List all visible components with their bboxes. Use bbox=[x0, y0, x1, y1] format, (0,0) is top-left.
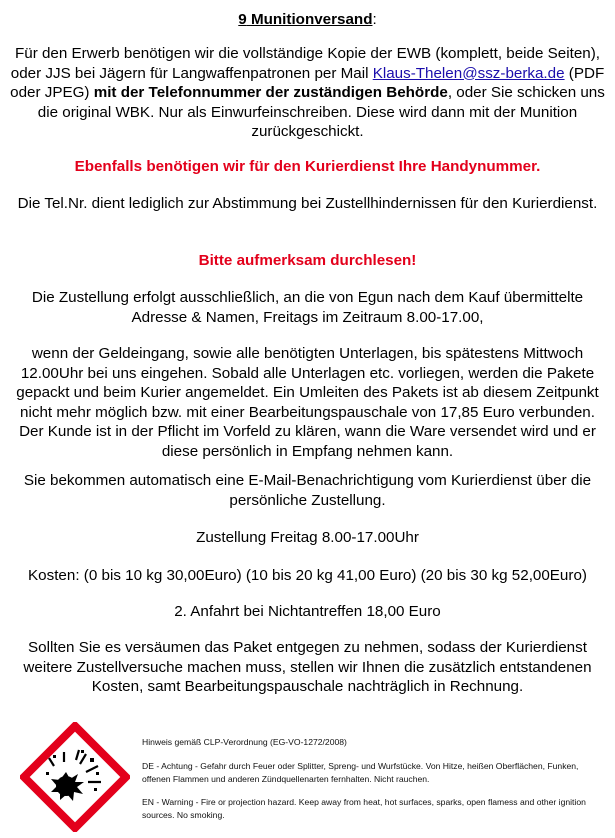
phone-notice: Ebenfalls benötigen wir für den Kurierdienst Ihre Handynummer. bbox=[74, 158, 541, 175]
delivery-paragraph-2: wenn der Geldeingang, sowie alle benötigten Unterlagen, bis spätestens Mittwoch 12.00Uhr bei uns eingehen. Sobald alle Unterlagen etc. vorliegen, werden die Pakete gepackt und beim Kurier angemeldet. Ein Umleiten des Pakets ist ab diesem Zeitpunkt nicht mehr möglich bzw. mit einer Bearbeitungspauschale von 17,85 Euro verbunden. Der Kunde ist in der Pflicht im Vorfeld zu klären, wann die Ware versendet wird und er diese persönlich in Empfang nehmen kann. bbox=[16, 345, 599, 460]
explosive-hazard-icon bbox=[20, 722, 130, 832]
second-attempt-cost: 2. Anfahrt bei Nichtantreffen 18,00 Euro bbox=[174, 603, 441, 620]
read-carefully-notice: Bitte aufmerksam durchlesen! bbox=[198, 252, 417, 269]
delivery-paragraph-1: Die Zustellung erfolgt ausschließlich, an die von Egun nach dem Kauf übermittelte Adresse & Namen, Freitags im Zeitraum 8.00-17.00, bbox=[31, 289, 584, 326]
section-title: 9 Munitionversand bbox=[238, 11, 373, 28]
section-heading: 9 Munitionversand: bbox=[238, 11, 377, 28]
email-link[interactable]: Klaus-Thelen@ssz-berka.de bbox=[372, 64, 565, 82]
delivery-time: Zustellung Freitag 8.00-17.00Uhr bbox=[196, 529, 419, 546]
hazard-heading: Hinweis gemäß CLP-Verordnung (EG-VO-1272/2008) bbox=[142, 737, 347, 747]
shipping-costs: Kosten: (0 bis 10 kg 30,00Euro) (10 bis 20 kg 41,00 Euro) (20 bis 30 kg 52,00Euro) bbox=[28, 567, 587, 584]
email-notification-paragraph: Sie bekommen automatisch eine E-Mail-Benachrichtigung vom Kurierdienst über die persönliche Zustellung. bbox=[23, 472, 592, 509]
requirements-paragraph: Für den Erwerb benötigen wir die vollständige Kopie der EWB (komplett, beide Seiten), oder JJS bei Jägern für Langwaffenpatronen per Mail Klaus-Thelen@ssz-berka.de (PDF oder JPEG) mit der Telefonnummer der zuständigen Behörde, oder Sie schicken uns die original WBK. Nur als Einwurfeinschreiben. Diese wird dann mit der Munition zurückgeschickt. bbox=[10, 45, 605, 141]
hazard-text-de: DE - Achtung - Gefahr durch Feuer oder Splitter, Spreng- und Wurfstücke. Von Hitze, heißen Oberflächen, Funken, offenen Flammen und anderen Zündquellenarten fernhalten. Nicht rauchen. bbox=[142, 761, 579, 784]
hazard-text-en: EN - Warning - Fire or projection hazard. Keep away from heat, hot surfaces, sparks, open flamess and other ignition sources. No smoking. bbox=[142, 797, 586, 820]
missed-delivery-paragraph: Sollten Sie es versäumen das Paket entgegen zu nehmen, sodass der Kurierdienst weitere Zustellversuche machen muss, stellen wir Ihnen die zusätzlich entstandenen Kosten, samt Bearbeitungspauschale nachträglich in Rechnung. bbox=[23, 639, 592, 696]
phone-paragraph: Die Tel.Nr. dient lediglich zur Abstimmung bei Zustellhindernissen für den Kurierdienst. bbox=[17, 195, 598, 212]
